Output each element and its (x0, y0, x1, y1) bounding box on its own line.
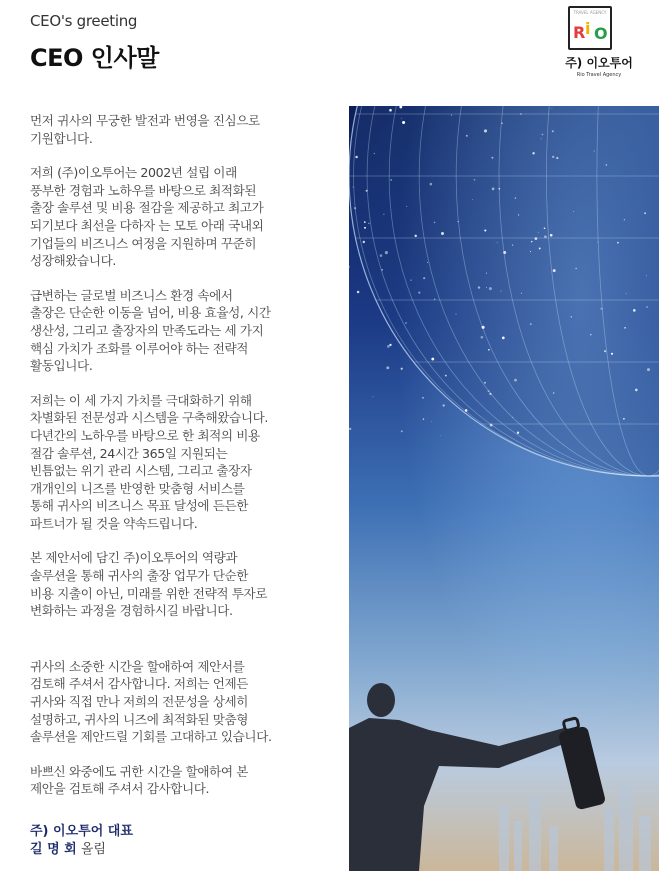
text-line: 저희는 이 세 가지 가치를 극대화하기 위해 (30, 392, 252, 408)
text-line: 생산성, 그리고 출장자의 만족도라는 세 가지 (30, 322, 264, 338)
signature-suffix: 올림 (76, 842, 106, 857)
text-line: 활동입니다. (30, 358, 93, 374)
text-line: 출장 솔루션 및 비용 절감을 제공하고 최고가 (30, 200, 264, 216)
text-line: 본 제안서에 담긴 주)이오투어의 역량과 (30, 550, 238, 566)
text-line: 솔루션을 통해 귀사의 출장 업무가 단순한 (30, 568, 249, 584)
text-line: 핵심 가치가 조화를 이루어야 하는 전략적 (30, 340, 249, 356)
paragraph-1 (30, 112, 330, 147)
text-line: 먼저 귀사의 무궁한 발전과 번영을 진심으로 (30, 113, 260, 128)
text-line: 설명하고, 귀사의 니즈에 최적화된 맞춤형 (30, 711, 249, 727)
text-line: 다년간의 노하우를 바탕으로 한 최적의 비용 (30, 427, 260, 443)
logo-company-name: 주) 이오투어 (565, 56, 633, 70)
greeting-body (30, 112, 330, 798)
text-line: 저희 (주)이오투어는 2002년 설립 이래 (30, 165, 237, 181)
text-line: 통해 귀사의 비즈니스 목표 달성에 든든한 (30, 498, 249, 514)
text-line: 비용 지출이 아닌, 미래를 위한 전략적 투자로 (30, 585, 268, 601)
text-line: 솔루션을 제안드릴 기회를 고대하고 있습니다. (30, 729, 272, 745)
text-line: 기원합니다. (30, 130, 93, 146)
text-line: 풍부한 경험과 노하우를 바탕으로 최적화된 (30, 182, 257, 198)
logo-letter-r: R (573, 23, 586, 42)
paragraph-5 (30, 549, 330, 619)
signature-name-line (30, 841, 133, 859)
text-line: 검토해 주셔서 감사합니다. 저희는 언제든 (30, 676, 249, 692)
logo-letter-i: i (585, 19, 591, 38)
globe-businessman-illustration (349, 106, 659, 871)
text-line: 출장은 단순한 이동을 넘어, 비용 효율성, 시간 (30, 305, 271, 321)
logo-letters (573, 21, 607, 41)
text-line: 기업들의 비즈니스 여정을 지원하며 꾸준히 (30, 235, 257, 251)
paragraph-3 (30, 287, 330, 375)
paragraph-6 (30, 658, 330, 746)
logo-letter-o: O (594, 24, 608, 43)
text-line: 파트너가 될 것을 약속드립니다. (30, 515, 198, 531)
text-line: 절감 솔루션, 24시간 365일 지원되는 (30, 445, 228, 461)
header-subtitle: CEO's greeting (30, 12, 138, 30)
company-logo (560, 6, 638, 80)
text-line: 변화하는 과정을 경험하시길 바랍니다. (30, 603, 233, 619)
logo-mark (568, 6, 612, 50)
hero-image (349, 106, 659, 871)
text-line: 급변하는 글로벌 비즈니스 환경 속에서 (30, 287, 233, 303)
signature-name: 길 명 회 (30, 842, 77, 857)
text-line: 개개인의 니즈를 반영한 맞춤형 서비스를 (30, 480, 245, 496)
paragraph-4 (30, 392, 330, 533)
signature-title: 주) 이오투어 대표 (30, 824, 133, 839)
paragraph-2 (30, 164, 330, 270)
text-line: 바쁘신 와중에도 귀한 시간을 할애하여 본 (30, 763, 249, 779)
text-line: 빈틈없는 위기 관리 시스템, 그리고 출장자 (30, 463, 252, 479)
text-line: 귀사와 직접 만나 저희의 전문성을 상세히 (30, 694, 249, 710)
text-line: 제안을 검토해 주셔서 감사합니다. (30, 781, 210, 797)
text-line: 되기보다 최선을 다하자 는 모토 아래 국내외 (30, 217, 264, 233)
page-title: CEO 인사말 (30, 44, 159, 72)
text-line: 귀사의 소중한 시간을 할애하여 제안서를 (30, 658, 245, 674)
signature (30, 823, 133, 859)
text-line: 차별화된 전문성과 시스템을 구축해왔습니다. (30, 410, 268, 426)
paragraph-7 (30, 763, 330, 798)
logo-english-name: Rio Travel Agency (576, 72, 622, 78)
logo-small-text: TRAVEL AGENCY (573, 10, 607, 15)
text-line: 성장해왔습니다. (30, 253, 116, 269)
